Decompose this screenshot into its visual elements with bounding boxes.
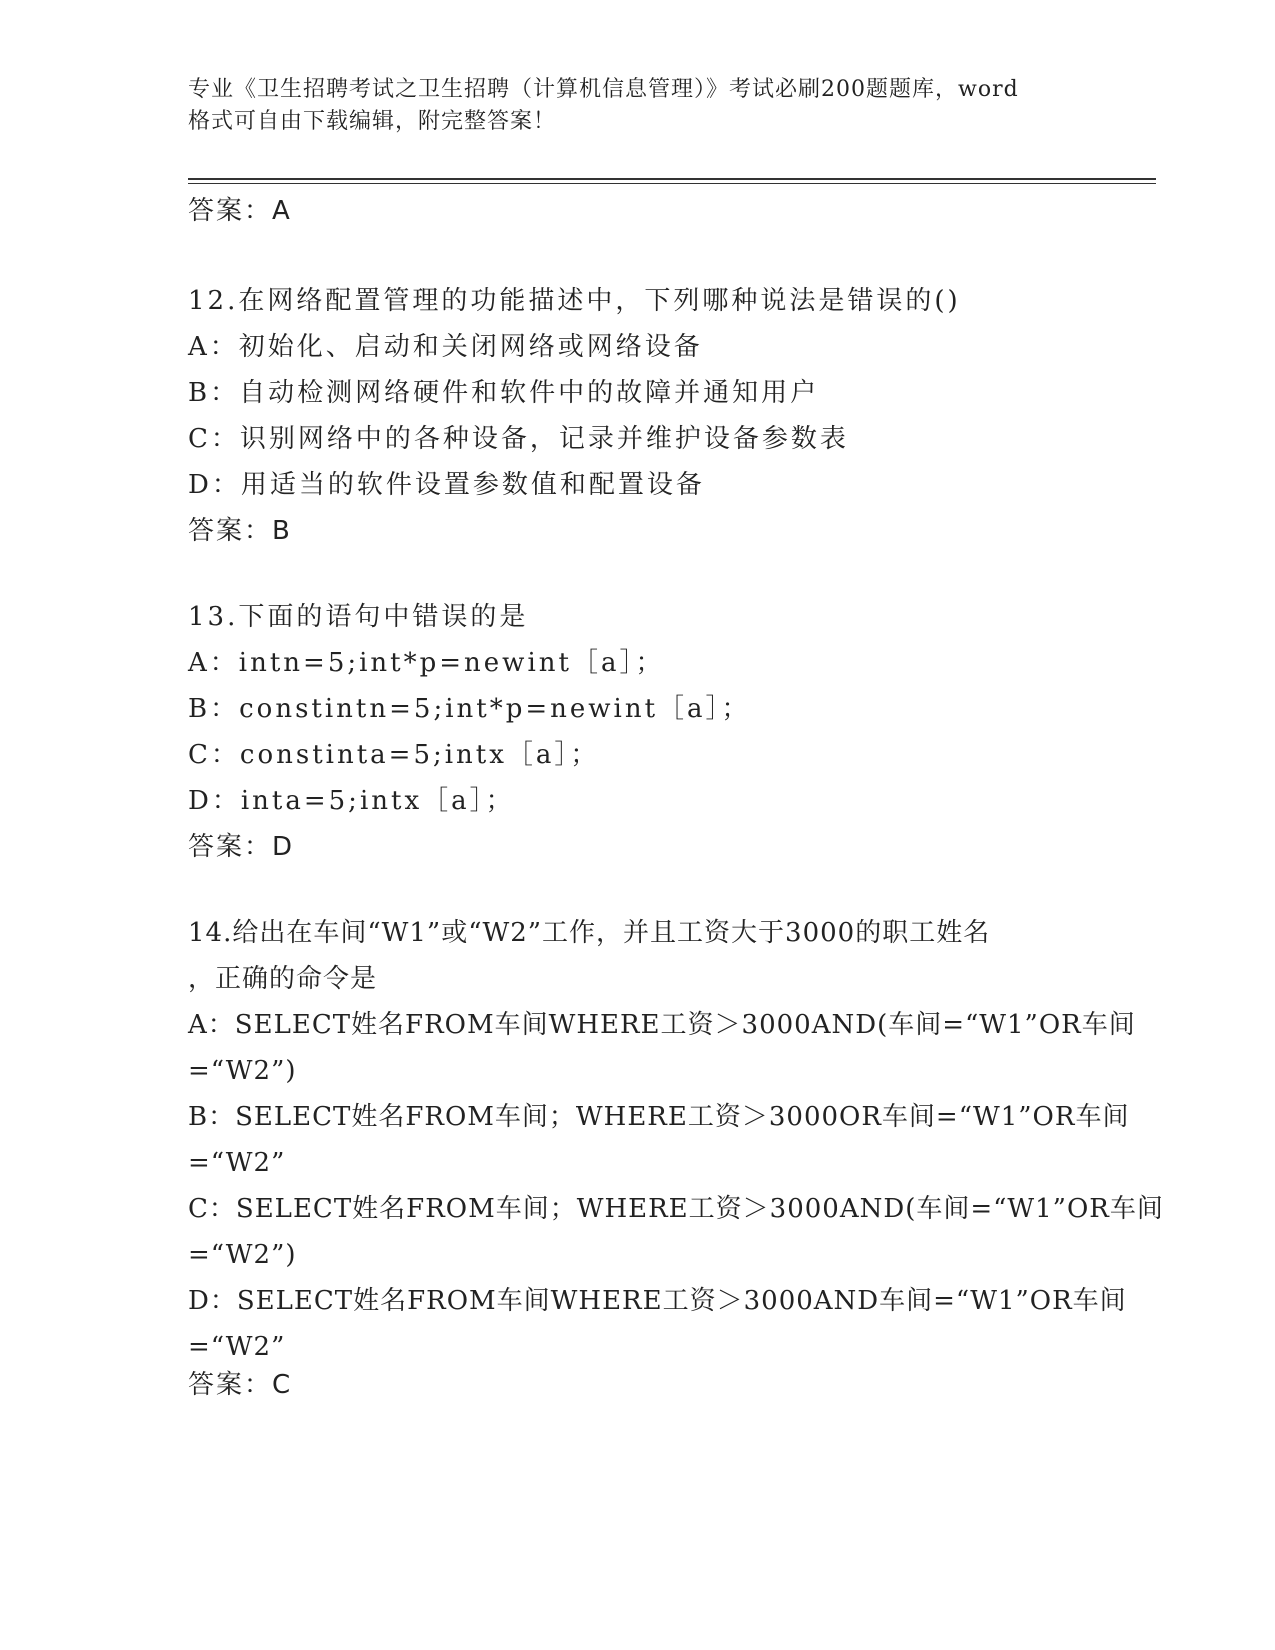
- option-a-cont: =“W2”): [188, 1056, 297, 1086]
- option-a: A：SELECT姓名FROM车间WHERE工资＞3000AND(车间=“W1”OR车间: [188, 1010, 1136, 1040]
- question-14: [188, 910, 1164, 1370]
- answer-previous: 答案：A: [188, 196, 292, 226]
- question-12: [188, 278, 1088, 508]
- option-d: D：inta=5;intx［a］；: [188, 786, 515, 816]
- option-c: C：constinta=5;intx［a］；: [188, 740, 600, 770]
- option-d: D：SELECT姓名FROM车间WHERE工资＞3000AND车间=“W1”OR车间: [188, 1286, 1127, 1316]
- header-line-2: 格式可自由下载编辑，附完整答案！: [188, 109, 557, 134]
- question-stem: 13.下面的语句中错误的是: [188, 602, 529, 632]
- question-stem-cont: ，正确的命令是: [188, 964, 378, 994]
- option-a: A：初始化、启动和关闭网络或网络设备: [188, 332, 703, 362]
- question-stem: 12.在网络配置管理的功能描述中，下列哪种说法是错误的(): [188, 286, 961, 316]
- document-header: [188, 74, 1088, 138]
- question-stem: 14.给出在车间“W1”或“W2”工作，并且工资大于3000的职工姓名: [188, 918, 991, 948]
- option-d: D：用适当的软件设置参数值和配置设备: [188, 470, 705, 500]
- answer-12: 答案：B: [188, 516, 292, 546]
- option-b-cont: =“W2”: [188, 1148, 286, 1178]
- option-b: B：自动检测网络硬件和软件中的故障并通知用户: [188, 378, 820, 408]
- question-13: [188, 594, 1088, 824]
- answer-13: 答案：D: [188, 832, 295, 862]
- option-c-cont: =“W2”): [188, 1240, 297, 1270]
- option-d-cont: =“W2”: [188, 1332, 286, 1362]
- answer-14: 答案：C: [188, 1370, 293, 1400]
- header-rule-thin: [188, 183, 1156, 184]
- option-c: C：SELECT姓名FROM车间；WHERE工资＞3000AND(车间=“W1”OR车间: [188, 1194, 1164, 1224]
- header-rule-thick: [188, 178, 1156, 180]
- option-b: B：constintn=5;int*p=newint［a］；: [188, 694, 751, 724]
- option-c: C：识别网络中的各种设备，记录并维护设备参数表: [188, 424, 849, 454]
- option-a: A：intn=5;int*p=newint［a］；: [188, 648, 665, 678]
- option-b: B：SELECT姓名FROM车间；WHERE工资＞3000OR车间=“W1”OR车间: [188, 1102, 1130, 1132]
- header-line-1: 专业《卫生招聘考试之卫生招聘（计算机信息管理）》考试必刷200题题库，word: [188, 77, 1019, 102]
